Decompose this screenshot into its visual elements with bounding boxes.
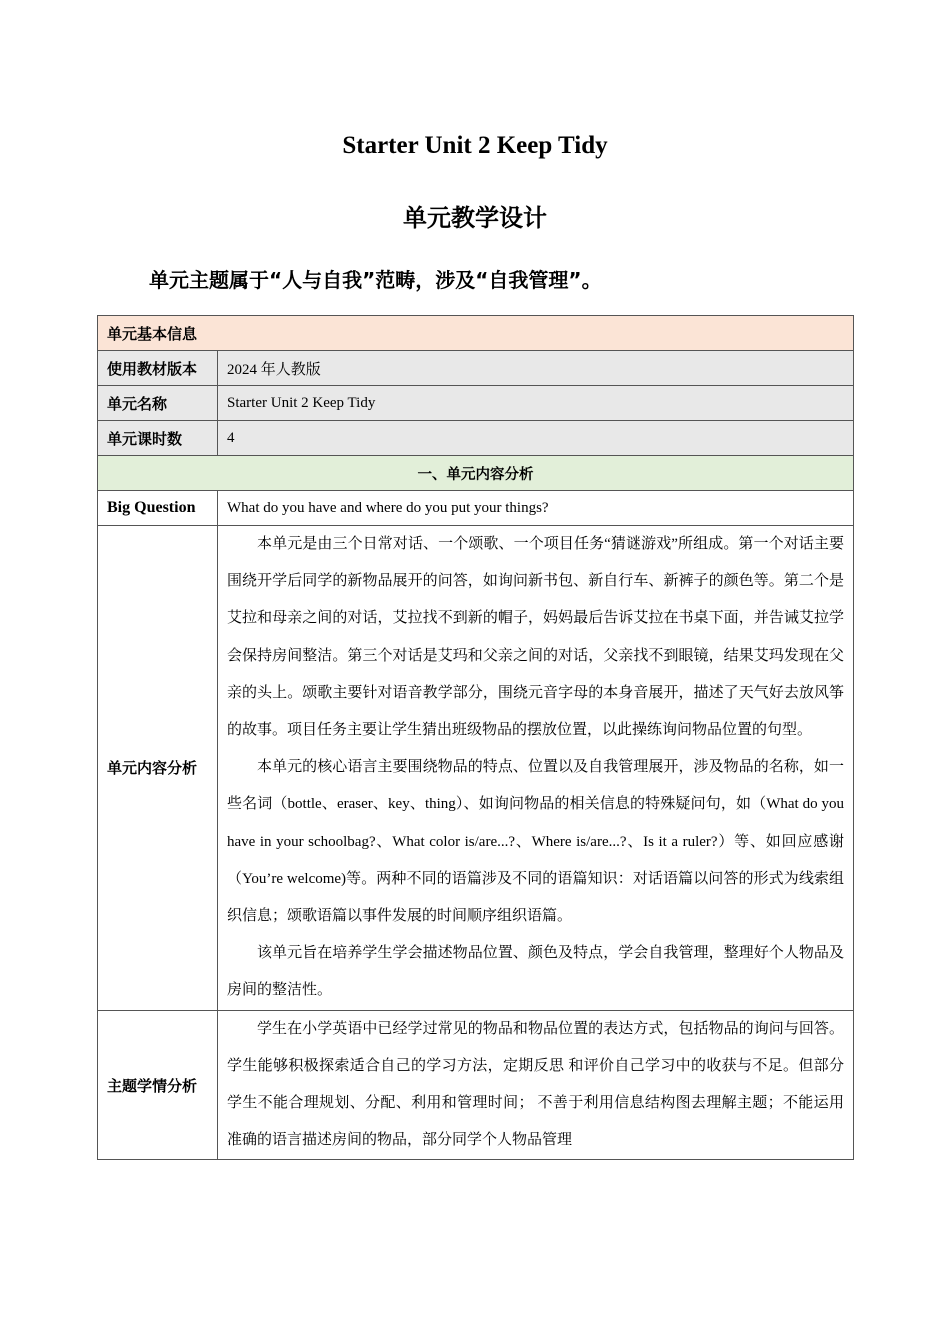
learner-analysis-row [98,1010,854,1160]
content-analysis-label: 单元内容分析 [98,526,218,1011]
content-analysis-row [98,526,854,1011]
unit-design-table [97,315,854,1160]
theme-statement: 单元主题属于“人与自我”范畴，涉及“自我管理”。 [149,268,602,292]
unit-name-value: Starter Unit 2 Keep Tidy [218,386,854,421]
section-header-row [98,456,854,491]
learner-analysis-label: 主题学情分析 [98,1010,218,1160]
textbook-version-value: 2024 年人教版 [218,351,854,386]
big-question-label: Big Question [98,491,218,526]
table-row [98,421,854,456]
textbook-version-label: 使用教材版本 [98,351,218,386]
content-analysis-paragraph-2: 本单元的核心语言主要围绕物品的特点、位置以及自我管理展开，涉及物品的名称，如一些名词（bottle、eraser、key、thing）、如询问物品的相关信息的特殊疑问句，如（What do you have in your schoolbag?、What color is/are...?、Where is/are...?、Is it a ruler?）等、如回应感谢（You’re welcome)等。两种不同的语篇涉及不同的语篇知识：对话语篇以问答的形式为线索组织信息；颂歌语篇以事件发展的时间顺序组织语篇。 [227,759,844,925]
lesson-count-label: 单元课时数 [98,421,218,456]
learner-analysis-text [218,1010,854,1160]
table-row [98,386,854,421]
content-analysis-text [218,526,854,1011]
lesson-count-value: 4 [218,421,854,456]
big-question-value: What do you have and where do you put your things? [218,491,854,526]
content-analysis-paragraph-3: 该单元旨在培养学生学会描述物品位置、颜色及特点，学会自我管理，整理好个人物品及房间的整洁性。 [227,945,844,999]
unit-name-label: 单元名称 [98,386,218,421]
big-question-row [98,491,854,526]
basic-info-header-row [98,316,854,351]
document-title: Starter Unit 2 Keep Tidy [342,132,608,159]
content-analysis-paragraph-1: 本单元是由三个日常对话、一个颂歌、一个项目任务“猜谜游戏”所组成。第一个对话主要围绕开学后同学的新物品展开的问答，如询问新书包、新自行车、新裤子的颜色等。第二个是艾拉和母亲之间的对话，艾拉找不到新的帽子，妈妈最后告诉艾拉在书桌下面，并告诫艾拉学会保持房间整洁。第三个对话是艾玛和父亲之间的对话，父亲找不到眼镜，结果艾玛发现在父亲的头上。颂歌主要针对语音教学部分，围绕元音字母的本身音展开，描述了天气好去放风筝的故事。项目任务主要让学生猜出班级物品的摆放位置，以此操练询问物品位置的句型。 [227,536,844,739]
basic-info-header: 单元基本信息 [98,316,854,351]
table-row [98,351,854,386]
section1-header: 一、单元内容分析 [98,456,854,491]
document-subtitle: 单元教学设计 [403,204,547,232]
learner-analysis-paragraph-1: 学生在小学英语中已经学过常见的物品和物品位置的表达方式，包括物品的询问与回答。学生能够积极探索适合自己的学习方法，定期反思 和评价自己学习中的收获与不足。但部分学生不能合理规划、分配、利用和管理时间； 不善于利用信息结构图去理解主题；不能运用准确的语言描述房间的物品，部分同学个人物品管理 [227,1020,844,1149]
